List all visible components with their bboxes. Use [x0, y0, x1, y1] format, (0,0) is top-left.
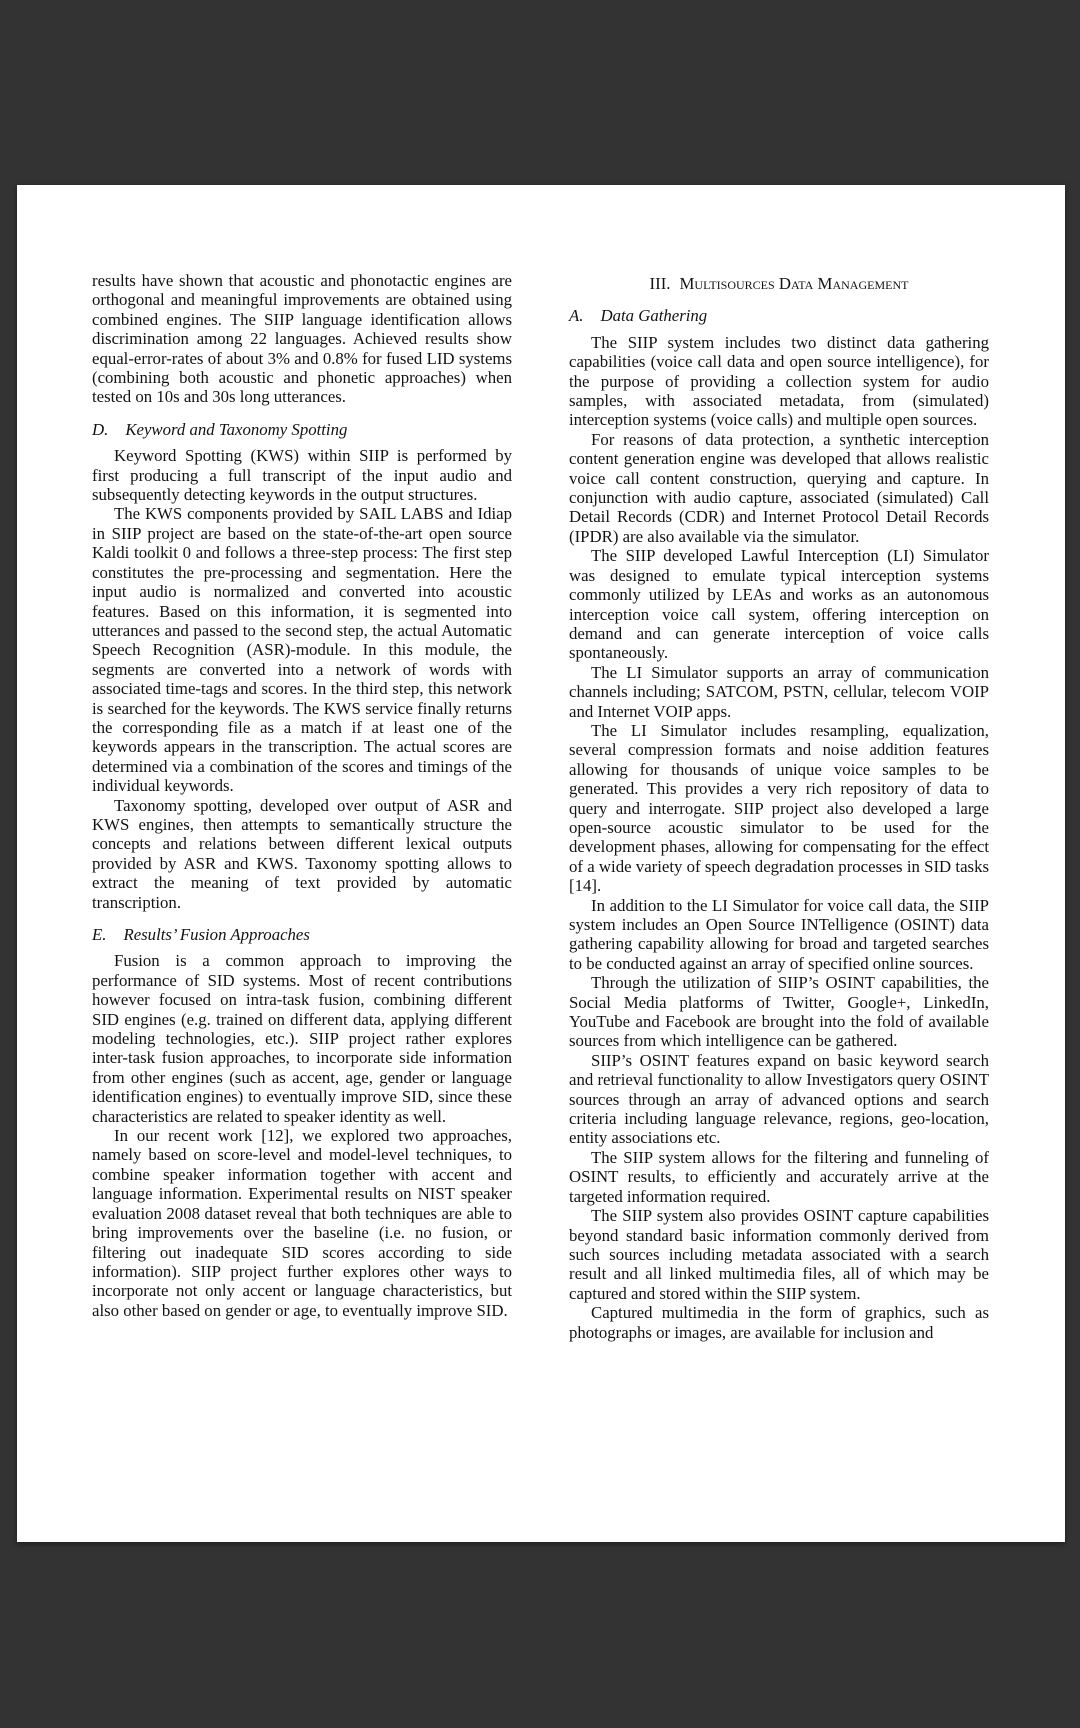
paragraph: The SIIP system allows for the filtering and funneling of OSINT results, to efficiently and accurately arrive at the targeted information required. [569, 1147, 989, 1206]
section-title: Multisources Data Management [679, 274, 909, 293]
paragraph: For reasons of data protection, a synthetic interception content generation engine was developed that allows realistic voice call content construction, querying and capture. In conjunction with audio capture, associated (simulated) Call Detail Records (CDR) and Internet Protocol Detail Records (IPDR) are also available via the simulator. [569, 429, 989, 546]
left-column [92, 271, 512, 1342]
subsection-heading-e [92, 925, 512, 944]
paragraph: Keyword Spotting (KWS) within SIIP is performed by first producing a full transcript of the input audio and subsequently detecting keywords in the output structures. [92, 446, 512, 505]
paragraph: The KWS components provided by SAIL LABS and Idiap in SIIP project are based on the state-of-the-art open source Kaldi toolkit 0 and follows a three-step process: The first step constitutes the pre-processing and segmentation. Here the input audio is normalized and converted into acoustic features. Based on this information, it is segmented into utterances and passed to the second step, the actual Automatic Speech Recognition (ASR)-module. In this module, the segments are converted into a network of words with associated time-tags and scores. In the third step, this network is searched for the keywords. The KWS service finally returns the corresponding file as a match if at least one of the keywords appears in the transcription. The actual scores are determined via a combination of the scores and timings of the individual keywords. [92, 504, 512, 796]
subsection-label: E. [92, 925, 107, 944]
two-column-layout [92, 271, 990, 1342]
section-heading-iii [569, 274, 989, 293]
subsection-title: Data Gathering [600, 306, 708, 326]
paragraph: The LI Simulator includes resampling, equalization, several compression formats and noise addition features allowing for thousands of unique voice samples to be generated. This provides a very rich repository of data to query and interrogate. SIIP project also developed a large open-source acoustic simulator to be used for the development phases, allowing for compensating for the effect of a wide variety of speech degradation processes in SID tasks [14]. [569, 720, 989, 896]
paragraph: In addition to the LI Simulator for voice call data, the SIIP system includes an Open Source INTelligence (OSINT) data gathering capability allowing for broad and targeted searches to be conducted against an array of specified online sources. [569, 895, 989, 973]
paragraph: In our recent work [12], we explored two approaches, namely based on score-level and model-level techniques, to combine speaker information together with accent and language information. Experimental results on NIST speaker evaluation 2008 dataset reveal that both techniques are able to bring improvements over the baseline (i.e. no fusion, or filtering out inadequate SID scores according to side information). SIIP project further explores other ways to incorporate not only accent or language characteristics, but also other based on gender or age, to eventually improve SID. [92, 1126, 512, 1320]
paper-page [17, 185, 1065, 1542]
subsection-title: Keyword and Taxonomy Spotting [125, 419, 348, 439]
subsection-label: A. [569, 306, 584, 326]
paragraph: Through the utilization of SIIP’s OSINT capabilities, the Social Media platforms of Twitter, Google+, LinkedIn, YouTube and Facebook are brought into the fold of available sources from which intelligence can be gathered. [569, 973, 989, 1051]
paragraph: The SIIP system includes two distinct data gathering capabilities (voice call data and open source intelligence), for the purpose of providing a collection system for audio samples, with associated metadata, from (simulated) interception systems (voice calls) and multiple open sources. [569, 332, 989, 430]
paragraph: results have shown that acoustic and phonotactic engines are orthogonal and meaningful improvements are obtained using combined engines. The SIIP language identification allows discrimination among 22 languages. Achieved results show equal-error-rates of about 3% and 0.8% for fused LID systems (combining both acoustic and phonetic approaches) when tested on 10s and 30s long utterances. [92, 271, 512, 407]
paragraph: Captured multimedia in the form of graphics, such as photographs or images, are available for inclusion and [569, 1303, 989, 1342]
paragraph: The SIIP system also provides OSINT capture capabilities beyond standard basic information commonly derived from such sources including metadata associated with a search result and all linked multimedia files, all of which may be captured and stored within the SIIP system. [569, 1206, 989, 1303]
paragraph: Fusion is a common approach to improving the performance of SID systems. Most of recent contributions however focused on intra-task fusion, combining different SID engines (e.g. trained on different data, applying different modeling technologies, etc.). SIIP project rather explores inter-task fusion approaches, to incorporate side information from other engines (such as accent, age, gender or language identification engines) to eventually improve SID, since these characteristics are related to speaker identity as well. [92, 951, 512, 1126]
subsection-title: Results’ Fusion Approaches [123, 925, 310, 944]
subsection-label: D. [92, 419, 109, 439]
paragraph: The LI Simulator supports an array of communication channels including; SATCOM, PSTN, cellular, telecom VOIP and Internet VOIP apps. [569, 662, 989, 721]
section-number: III. [649, 274, 671, 293]
paragraph: The SIIP developed Lawful Interception (LI) Simulator was designed to emulate typical interception systems commonly utilized by LEAs and works as an autonomous interception voice call system, offering interception on demand and can generate interception of voice calls spontaneously. [569, 546, 989, 663]
subsection-heading-a [569, 306, 989, 325]
paragraph: SIIP’s OSINT features expand on basic keyword search and retrieval functionality to allow Investigators query OSINT sources through an array of advanced options and search criteria including language relevance, regions, geo-location, entity associations etc. [569, 1050, 989, 1148]
paragraph: Taxonomy spotting, developed over output of ASR and KWS engines, then attempts to semantically structure the concepts and relations between different lexical outputs provided by ASR and KWS. Taxonomy spotting allows to extract the meaning of text provided by automatic transcription. [92, 795, 512, 912]
subsection-heading-d [92, 420, 512, 439]
right-column [569, 271, 989, 1342]
